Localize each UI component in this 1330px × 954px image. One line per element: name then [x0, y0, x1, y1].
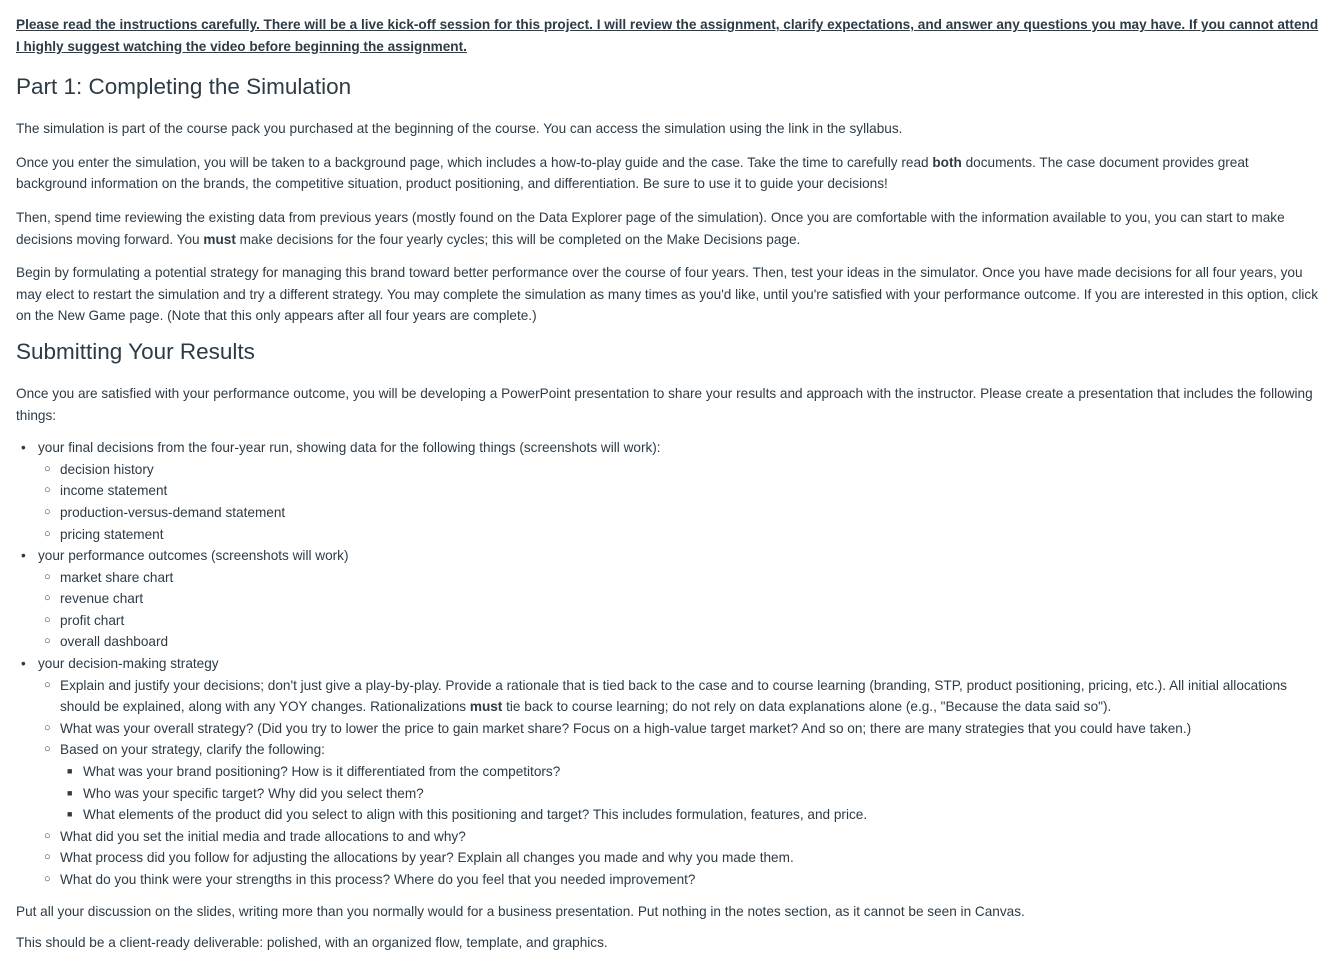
emphasis-must: must: [469, 699, 503, 715]
submitting-paragraph-3: This should be a client-ready deliverable: polished, with an organized flow, template, and graphics.: [16, 935, 608, 951]
bullet-circle: ○: [44, 873, 51, 885]
emphasis-must: must: [203, 231, 236, 247]
list-item: [38, 869, 1320, 891]
list-item-label: revenue chart: [60, 591, 144, 607]
bullet-circle: ○: [44, 592, 51, 605]
list-item: [38, 459, 1320, 481]
bullet-circle: ○: [44, 829, 51, 842]
emphasis-both: both: [932, 154, 962, 170]
part1-paragraph-4: Begin by formulating a potential strategy for managing this brand toward better performance over the course of four years. Then, test your ideas in the simulator. Once you have made decisions for all four years, you may elect to restart the simulation and try a different strategy. You may complete the simulation as many times as you'd like, until you're satisfied with your performance outcome. If you are interested in this option, click on the New Game page. (Note that this only appears after all four years are complete.): [16, 265, 1319, 324]
list-item: [38, 826, 1320, 848]
list-item-label: overall dashboard: [60, 634, 169, 650]
sublist-strategy-clarify: [60, 761, 1320, 826]
sublist-decision-strategy: [38, 675, 1320, 891]
text-span: Then, spend time reviewing the existing data from previous years (mostly found on the Data Explorer page of the simulation). Once you are comfortable with the information available to you, you can start to make decisions moving forward. You: [16, 209, 1285, 247]
list-item-label: pricing statement: [60, 526, 164, 542]
bullet-square: ■: [67, 766, 73, 777]
bullet-circle: ○: [44, 613, 51, 626]
list-item: [38, 631, 1320, 653]
list-item: [38, 524, 1320, 546]
list-item: [60, 761, 1320, 783]
text-span: Explain and justify your decisions; don't just give a play-by-play. Provide a rationale that is tied back to the case and to course learning (branding, STP, product positioning, pricing, etc.). All initial allocations should be explained, along with any YOY changes. Rationalizations: [60, 677, 1287, 715]
list-item-label: Based on your strategy, clarify the following:: [60, 742, 325, 758]
list-item: [60, 804, 1320, 826]
list-item-label: production-versus-demand statement: [60, 504, 286, 520]
list-item-label: What was your overall strategy? (Did you try to lower the price to gain market share? Focus on a high-value target market? And so on; there are many strategies that you could have taken.): [60, 720, 1192, 736]
part1-paragraph-2: [16, 152, 1320, 195]
bullet-circle: ○: [44, 851, 51, 864]
list-item-label: your decision-making strategy: [38, 656, 219, 672]
list-item-label: decision history: [60, 461, 154, 477]
list-item-label: your final decisions from the four-year run, showing data for the following things (screenshots will work):: [38, 440, 661, 456]
bullet-circle: ○: [44, 484, 51, 497]
list-item-final-decisions: [16, 437, 1320, 545]
list-item: [60, 783, 1320, 805]
list-item-label: What did you set the initial media and trade allocations to and why?: [60, 828, 466, 844]
submitting-paragraph-1: Once you are satisfied with your performance outcome, you will be developing a PowerPoint presentation to share your results and approach with the instructor. Please create a presentation that includes the following things:: [16, 385, 1313, 423]
list-item: [38, 567, 1320, 589]
list-item: [38, 610, 1320, 632]
list-item: [38, 739, 1320, 825]
intro-instructions: Please read the instructions carefully. There will be a live kick-off session for this project. I will review the assignment, clarify expectations, and answer any questions you may have. If you cannot attend I highly suggest watching the video before beginning the assignment.: [16, 17, 1319, 54]
list-item: [38, 718, 1320, 740]
bullet-circle: ○: [44, 527, 51, 540]
list-item-decision-strategy: [16, 653, 1320, 891]
list-item-label: profit chart: [60, 612, 125, 628]
sublist-final-decisions: [38, 459, 1320, 545]
submitting-heading: Submitting Your Results: [16, 338, 255, 364]
list-item-performance-outcomes: [16, 545, 1320, 653]
bullet-circle: ○: [44, 505, 51, 518]
bullet-square: ■: [67, 787, 73, 798]
list-item-label: market share chart: [60, 569, 174, 585]
text-span: tie back to course learning; do not rely on data explanations alone (e.g., "Because the data said so").: [502, 699, 1112, 715]
list-item-label: income statement: [60, 483, 168, 499]
bullet-disc: •: [21, 548, 26, 564]
list-item: [38, 675, 1320, 718]
list-item-label: Who was your specific target? Why did you select them?: [83, 785, 424, 801]
bullet-circle: ○: [44, 570, 51, 583]
submitting-paragraph-2: Put all your discussion on the slides, writing more than you normally would for a business presentation. Put nothing in the notes section, as it cannot be seen in Canvas.: [16, 903, 1025, 919]
sublist-performance-outcomes: [38, 567, 1320, 653]
list-item-label: What elements of the product did you select to align with this positioning and target? This includes formulation, features, and price.: [83, 807, 868, 823]
deliverables-list: [16, 437, 1320, 890]
list-item-label: your performance outcomes (screenshots will work): [38, 548, 349, 564]
list-item: [38, 480, 1320, 502]
list-item-label: What do you think were your strengths in this process? Where do you feel that you needed improvement?: [60, 872, 696, 887]
list-item-label: What was your brand positioning? How is it differentiated from the competitors?: [83, 764, 561, 780]
bullet-disc: •: [21, 656, 26, 672]
bullet-circle: ○: [44, 462, 51, 475]
list-item: [38, 847, 1320, 869]
bullet-disc: •: [21, 440, 26, 456]
text-span: make decisions for the four yearly cycles; this will be completed on the Make Decisions page.: [235, 231, 801, 247]
text-span: Once you enter the simulation, you will be taken to a background page, which includes a how-to-play guide and the case. Take the time to carefully read: [16, 154, 933, 170]
part1-paragraph-1: The simulation is part of the course pack you purchased at the beginning of the course. You can access the simulation using the link in the syllabus.: [16, 121, 903, 137]
part1-heading: Part 1: Completing the Simulation: [16, 74, 352, 100]
list-item-label: What process did you follow for adjusting the allocations by year? Explain all changes you made and why you made them.: [60, 850, 794, 866]
text-span: documents. The case document provides great background information on the brands, the competitive situation, product positioning, and differentiation. Be sure to use it to guide your decisions!: [16, 154, 1249, 192]
bullet-circle: ○: [44, 678, 51, 691]
part1-paragraph-3: [16, 207, 1320, 250]
assignment-content: [16, 0, 1320, 954]
list-item: [38, 502, 1320, 524]
list-item: [38, 588, 1320, 610]
bullet-circle: ○: [44, 635, 51, 648]
bullet-circle: ○: [44, 721, 51, 734]
bullet-square: ■: [67, 809, 73, 820]
bullet-circle: ○: [44, 743, 51, 756]
